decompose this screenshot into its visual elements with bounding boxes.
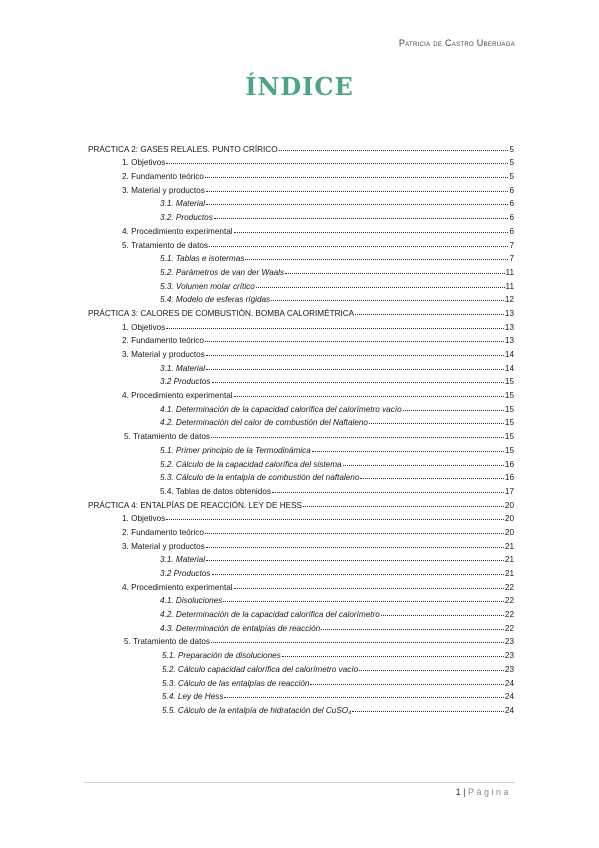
toc-entry[interactable] <box>88 674 514 688</box>
toc-leader-dots <box>205 533 504 534</box>
toc-leader-dots <box>343 465 504 466</box>
toc-leader-dots <box>212 574 504 575</box>
toc-entry[interactable] <box>88 291 514 305</box>
toc-entry-page: 6 <box>509 213 514 223</box>
toc-leader-dots <box>360 478 504 479</box>
toc-leader-dots <box>206 204 508 205</box>
toc-entry[interactable] <box>88 564 514 578</box>
toc-leader-dots <box>403 410 504 411</box>
page-title: ÍNDICE <box>245 72 354 101</box>
toc-entry-title: 1. Objetivos <box>122 322 166 332</box>
toc-entry-page: 6 <box>509 199 514 209</box>
toc-entry-page: 15 <box>504 404 514 414</box>
toc-entry[interactable] <box>88 551 514 565</box>
toc-leader-dots <box>205 341 504 342</box>
toc-entry[interactable] <box>88 195 514 209</box>
page-number: 1 | <box>455 787 466 797</box>
toc-entry-page: 15 <box>504 418 514 428</box>
toc-entry[interactable] <box>88 345 514 359</box>
header-author: Patricia de Castro Uberuaga <box>398 38 515 48</box>
toc-leader-dots <box>206 191 509 192</box>
toc-entry-title: 5. Tratamiento de datos <box>122 240 209 250</box>
toc-leader-dots <box>272 492 504 493</box>
toc-entry[interactable] <box>88 181 514 195</box>
toc-leader-dots <box>166 519 504 520</box>
toc-entry-page: 21 <box>504 569 514 578</box>
toc-leader-dots <box>303 506 504 507</box>
table-of-contents <box>88 140 514 715</box>
toc-entry-page: 22 <box>504 623 514 633</box>
toc-entry[interactable] <box>88 592 514 606</box>
toc-leader-dots <box>352 711 503 712</box>
toc-entry-title: PRÁCTICA 2: GASES RELALES. PUNTO CRÍRICO <box>88 144 278 154</box>
toc-entry-page: 7 <box>509 254 514 264</box>
toc-entry-page: 22 <box>504 596 514 606</box>
toc-entry-page: 15 <box>504 377 514 387</box>
toc-leader-dots <box>381 615 504 616</box>
toc-entry[interactable] <box>88 578 514 592</box>
toc-entry-title: 3.2 Productos <box>160 377 211 387</box>
toc-entry-page: 6 <box>509 226 514 236</box>
toc-entry-page: 17 <box>504 486 514 496</box>
toc-entry-title: 4.1. Determinación de la capacidad calorífica del calorímetro vacío <box>160 404 402 414</box>
toc-entry-title: 4.2. Determinación del calor de combustión del Naftaleno <box>160 418 368 428</box>
toc-entry-title: 5.4. Modelo de esferas rígidas <box>160 295 271 305</box>
toc-entry-page: 14 <box>504 350 514 359</box>
page-footer <box>456 787 511 797</box>
toc-entry[interactable] <box>88 154 514 168</box>
toc-entry[interactable] <box>88 427 514 441</box>
toc-leader-dots <box>321 629 504 630</box>
toc-entry[interactable] <box>88 496 514 510</box>
toc-entry-title: 4.2. Determinación de la capacidad calorífica del calorímetro <box>160 610 380 620</box>
toc-entry[interactable] <box>88 400 514 414</box>
toc-entry[interactable] <box>88 373 514 387</box>
toc-entry-title: 3.2 Productos <box>160 569 211 578</box>
toc-entry[interactable] <box>88 646 514 660</box>
footer-divider <box>84 782 515 783</box>
toc-leader-dots <box>271 300 504 301</box>
toc-leader-dots <box>206 355 504 356</box>
toc-leader-dots <box>211 437 504 438</box>
toc-entry-page: 5 <box>509 158 514 168</box>
toc-entry[interactable] <box>88 701 514 715</box>
toc-leader-dots <box>359 670 504 671</box>
toc-leader-dots <box>223 601 504 602</box>
toc-entry-title: 4. Procedimiento experimental <box>122 226 233 236</box>
toc-entry-page: 20 <box>504 514 514 524</box>
toc-entry[interactable] <box>88 236 514 250</box>
toc-entry-title: 5.4. Ley de Hess <box>162 692 224 702</box>
toc-leader-dots <box>282 656 504 657</box>
toc-leader-dots <box>279 150 509 151</box>
toc-entry-title: 3.1. Material <box>160 363 206 373</box>
toc-entry-title: 4. Procedimiento experimental <box>122 391 233 401</box>
toc-entry[interactable] <box>88 523 514 537</box>
toc-entry-title: PRÁCTICA 4: ENTALPÍAS DE REACCIÓN. LEY DE HESS <box>88 500 302 510</box>
toc-entry-title: 5.1. Primer principio de la Termodinámica <box>160 445 311 455</box>
toc-entry-title: 3. Material y productos <box>122 541 205 551</box>
toc-entry-page: 16 <box>504 459 514 469</box>
toc-entry-title: 5.3. Volumen molar crítico <box>160 281 255 291</box>
toc-entry-title: 1. Objetivos <box>122 514 166 524</box>
toc-entry[interactable] <box>88 660 514 674</box>
toc-entry-page: 5 <box>509 172 514 182</box>
toc-entry-title: 5.1. Preparación de disoluciones <box>162 651 281 661</box>
toc-leader-dots <box>206 560 504 561</box>
toc-entry[interactable] <box>88 304 514 318</box>
toc-entry-title: 3.2. Productos <box>160 213 213 223</box>
toc-entry-title: PRÁCTICA 3: CALORES DE COMBUSTIÓN. BOMBA CALORIMÉTRICA <box>88 308 355 318</box>
toc-entry-title: 5.2. Cálculo capacidad calorífica del calorímetro vacío <box>162 664 359 674</box>
toc-entry-title: 5.5. Cálculo de la entalpía de hidratación del CuSO₄ <box>162 705 352 715</box>
toc-entry-title: 5.3. Cálculo de la entalpía de combustión del naftaleno <box>160 473 360 483</box>
toc-entry[interactable] <box>88 332 514 346</box>
toc-entry-title: 5. Tratamiento de datos <box>124 432 211 442</box>
toc-entry-page: 24 <box>504 705 514 715</box>
page-label: Página <box>467 787 511 797</box>
toc-leader-dots <box>355 314 504 315</box>
toc-entry-page: 16 <box>504 473 514 483</box>
toc-entry-page: 22 <box>504 582 514 592</box>
toc-leader-dots <box>234 232 509 233</box>
toc-entry-title: 5.1. Tablas e isotermas <box>160 254 245 264</box>
toc-entry-page: 11 <box>505 267 514 277</box>
toc-entry-page: 12 <box>504 295 514 305</box>
toc-entry-title: 5.2. Cálculo de la capacidad calorífica del sistema <box>160 459 342 469</box>
toc-entry[interactable] <box>88 250 514 264</box>
toc-entry-title: 5.3. Cálculo de las entalpías de reacción <box>162 678 310 688</box>
toc-entry-page: 23 <box>504 664 514 674</box>
toc-entry-page: 23 <box>504 651 514 661</box>
toc-entry[interactable] <box>88 386 514 400</box>
toc-entry[interactable] <box>88 441 514 455</box>
toc-entry[interactable] <box>88 318 514 332</box>
toc-entry-title: 3. Material y productos <box>122 350 205 359</box>
toc-entry-page: 20 <box>504 500 514 510</box>
toc-leader-dots <box>310 684 503 685</box>
toc-leader-dots <box>369 423 504 424</box>
toc-entry[interactable] <box>88 222 514 236</box>
toc-leader-dots <box>312 451 504 452</box>
toc-entry-title: 2. Fundamento teórico <box>122 172 204 182</box>
toc-leader-dots <box>211 642 504 643</box>
toc-entry-title: 2. Fundamento teórico <box>122 336 204 346</box>
toc-entry-title: 5.2. Parámetros de van der Waals <box>160 267 285 277</box>
toc-entry-page: 15 <box>504 391 514 401</box>
toc-entry-page: 13 <box>504 308 514 318</box>
toc-leader-dots <box>212 382 504 383</box>
toc-leader-dots <box>224 697 503 698</box>
toc-leader-dots <box>245 259 508 260</box>
toc-leader-dots <box>214 218 509 219</box>
toc-leader-dots <box>206 547 504 548</box>
toc-entry-title: 4. Procedimiento experimental <box>122 582 233 592</box>
toc-entry-title: 2. Fundamento teórico <box>122 527 204 537</box>
toc-entry[interactable] <box>88 359 514 373</box>
toc-leader-dots <box>206 369 504 370</box>
toc-entry[interactable] <box>88 619 514 633</box>
toc-entry[interactable] <box>88 208 514 222</box>
toc-entry-page: 7 <box>509 240 514 250</box>
toc-leader-dots <box>166 163 508 164</box>
toc-leader-dots <box>234 396 504 397</box>
toc-entry-page: 21 <box>504 541 514 551</box>
toc-entry-title: 3. Material y productos <box>122 185 205 195</box>
toc-entry-page: 23 <box>504 637 514 647</box>
toc-leader-dots <box>285 273 504 274</box>
toc-entry-page: 11 <box>505 281 514 291</box>
toc-entry[interactable] <box>88 167 514 181</box>
toc-entry-title: 4.1. Disoluciones <box>160 596 223 606</box>
toc-entry[interactable] <box>88 469 514 483</box>
toc-entry-page: 15 <box>504 445 514 455</box>
toc-entry-title: 1. Objetivos <box>122 158 166 168</box>
toc-entry[interactable] <box>88 140 514 154</box>
toc-entry-title: 3.1. Material <box>160 555 206 565</box>
toc-entry[interactable] <box>88 455 514 469</box>
toc-entry-title: 5.4. Tablas de datos obtenidos <box>160 486 271 496</box>
toc-entry[interactable] <box>88 482 514 496</box>
toc-entry[interactable] <box>88 263 514 277</box>
toc-leader-dots <box>209 246 508 247</box>
toc-entry-page: 21 <box>504 555 514 565</box>
toc-entry-page: 24 <box>504 692 514 702</box>
toc-entry-title: 5. Tratamiento de datos <box>124 637 211 647</box>
toc-entry-page: 24 <box>504 678 514 688</box>
toc-leader-dots <box>205 177 509 178</box>
toc-leader-dots <box>234 588 504 589</box>
toc-entry-page: 13 <box>504 322 514 332</box>
toc-entry-page: 20 <box>504 527 514 537</box>
toc-entry-page: 13 <box>504 336 514 346</box>
toc-entry-page: 5 <box>509 144 514 154</box>
toc-entry-title: 3.1. Material <box>160 199 206 209</box>
toc-entry[interactable] <box>88 605 514 619</box>
toc-entry-title: 4.3. Determinación de entalpías de reacción <box>160 623 321 633</box>
toc-entry[interactable] <box>88 510 514 524</box>
toc-entry[interactable] <box>88 537 514 551</box>
toc-entry-page: 15 <box>504 432 514 442</box>
toc-entry[interactable] <box>88 633 514 647</box>
toc-entry-page: 6 <box>509 185 514 195</box>
toc-entry-page: 14 <box>504 363 514 373</box>
toc-leader-dots <box>256 287 505 288</box>
toc-entry-page: 22 <box>504 610 514 620</box>
toc-entry[interactable] <box>88 688 514 702</box>
toc-leader-dots <box>166 328 504 329</box>
toc-entry[interactable] <box>88 277 514 291</box>
toc-entry[interactable] <box>88 414 514 428</box>
